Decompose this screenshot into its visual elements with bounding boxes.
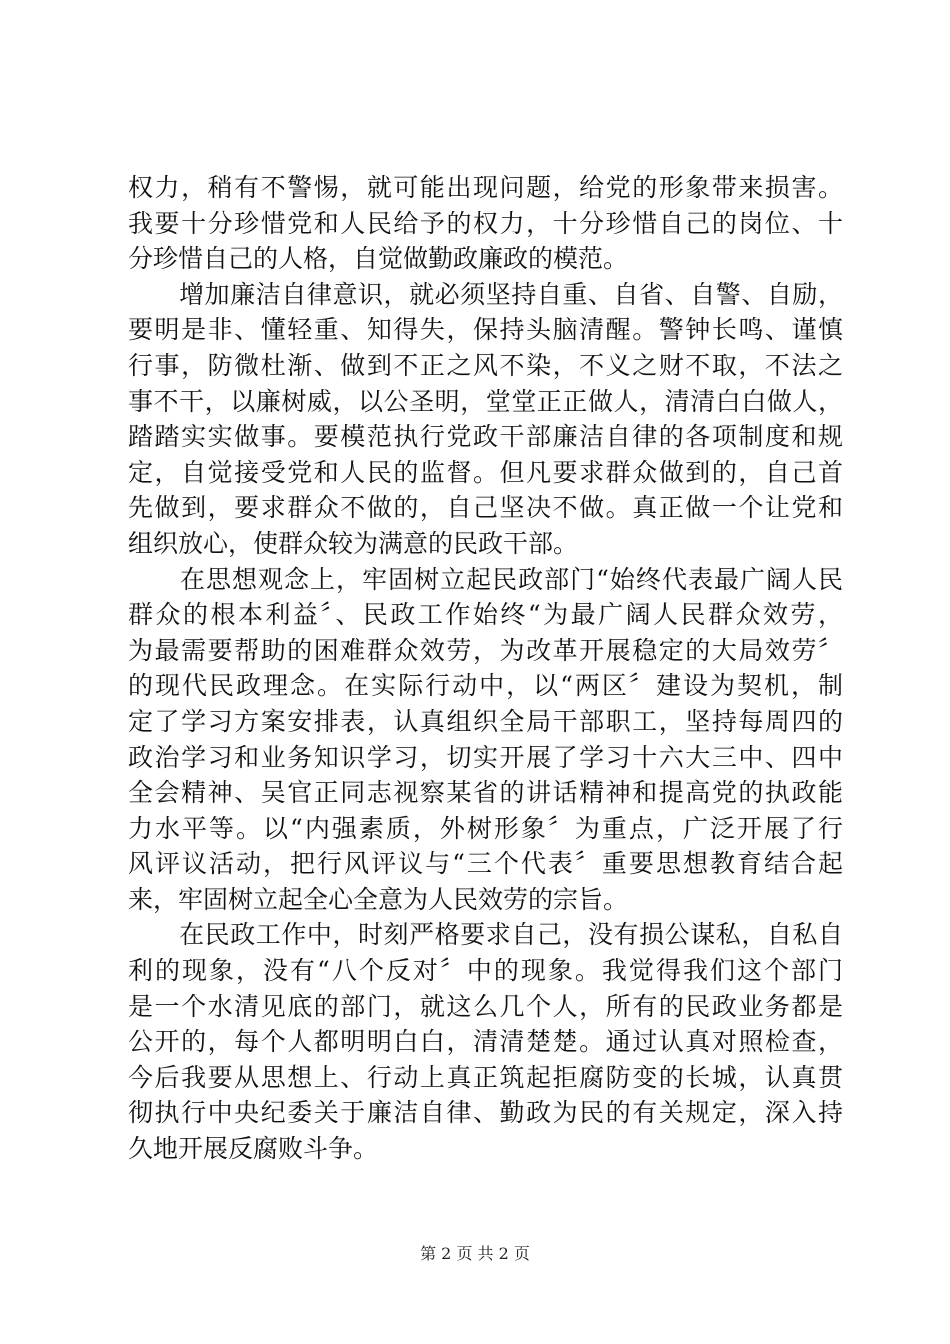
text-line: 公开的，每个人都明明白白，清清楚楚。通过认真对照检查，: [128, 1027, 843, 1057]
text-line: 定，自觉接受党和人民的监督。但凡要求群众做到的，自己首: [128, 457, 843, 487]
text-line: 权力，稍有不警惕，就可能出现问题，给党的形象带来损害。: [128, 173, 843, 202]
text-line: 群众的根本利益〞、民政工作始终“为最广阔人民群众效劳，: [128, 600, 843, 630]
text-line: 力水平等。以“内强素质，外树形象〞为重点，广泛开展了行: [128, 813, 843, 843]
text-line: 组织放心，使群众较为满意的民政干部。: [128, 528, 579, 558]
text-line: 事不干，以廉树威，以公圣明，堂堂正正做人，清清白白做人，: [128, 386, 843, 416]
text-line: 政治学习和业务知识学习，切实开展了学习十六大三中、四中: [128, 742, 843, 772]
text-line: 彻执行中央纪委关于廉洁自律、勤政为民的有关规定，深入持: [128, 1098, 843, 1128]
text-line: 风评议活动，把行风评议与“三个代表〞重要思想教育结合起: [128, 849, 843, 879]
page-footer: 第 2 页 共 2 页: [420, 1244, 530, 1263]
text-line: 是一个水清见底的部门，就这么几个人，所有的民政业务都是: [128, 991, 843, 1021]
text-line: 今后我要从思想上、行动上真正筑起拒腐防变的长城，认真贯: [128, 1062, 843, 1092]
text-line: 在思想观念上，牢固树立起民政部门“始终代表最广阔人民: [128, 564, 843, 594]
text-line: 全会精神、吴官正同志视察某省的讲话精神和提高党的执政能: [128, 778, 843, 808]
text-line: 增加廉洁自律意识，就必须坚持自重、自省、自警、自励，: [128, 279, 843, 309]
text-line: 为最需要帮助的困难群众效劳，为改革开展稳定的大局效劳〞: [128, 635, 843, 665]
text-line: 的现代民政理念。在实际行动中，以“两区〞建设为契机，制: [128, 671, 843, 701]
body-text: [128, 170, 843, 1167]
text-line: 我要十分珍惜党和人民给予的权力，十分珍惜自己的岗位、十: [128, 208, 843, 238]
text-line: 久地开展反腐败斗争。: [128, 1134, 379, 1164]
text-line: 分珍惜自己的人格，自觉做勤政廉政的模范。: [128, 244, 629, 274]
text-line: 要明是非、懂轻重、知得失，保持头脑清醒。警钟长鸣、谨慎: [128, 315, 843, 345]
text-line: 定了学习方案安排表，认真组织全局干部职工，坚持每周四的: [128, 706, 843, 736]
text-line: 利的现象，没有“八个反对〞中的现象。我觉得我们这个部门: [128, 956, 843, 986]
text-line: 先做到，要求群众不做的，自己坚决不做。真正做一个让党和: [128, 493, 843, 523]
text-line: 踏踏实实做事。要模范执行党政干部廉洁自律的各项制度和规: [128, 422, 843, 452]
text-line: 在民政工作中，时刻严格要求自己，没有损公谋私，自私自: [128, 920, 843, 950]
text-line: 行事，防微杜渐、做到不正之风不染，不义之财不取，不法之: [128, 350, 843, 380]
text-line: 来，牢固树立起全心全意为人民效劳的宗旨。: [128, 884, 629, 914]
